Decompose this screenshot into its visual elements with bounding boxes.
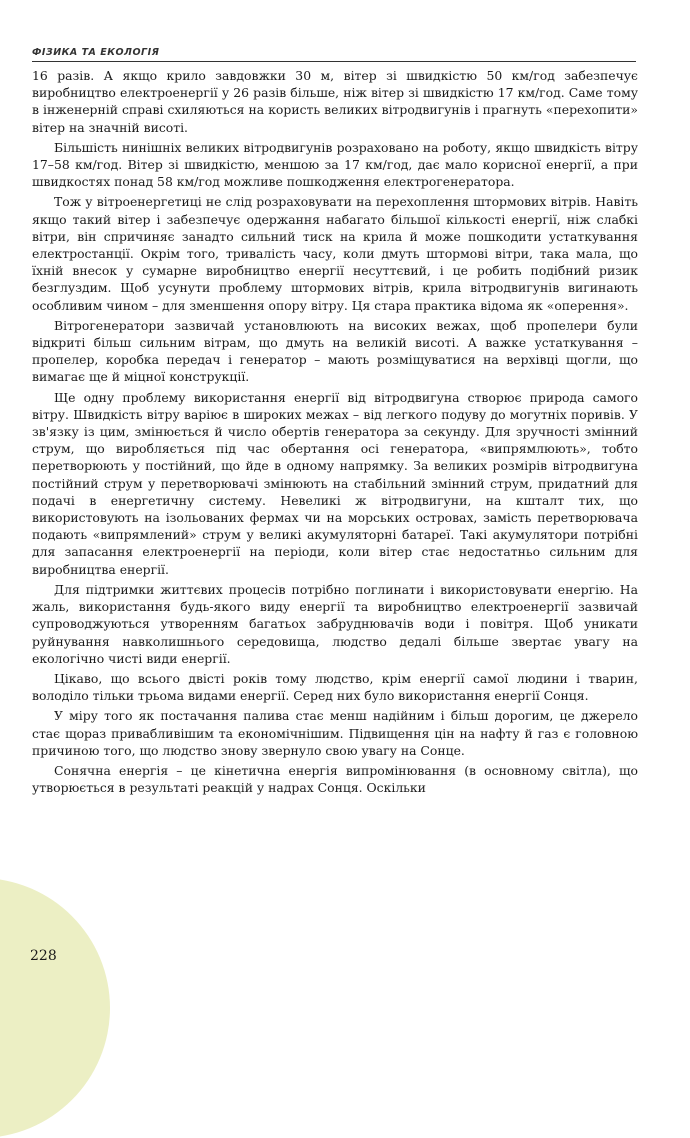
page-body: [32, 67, 638, 799]
corner-decoration: [0, 878, 110, 1138]
paragraph-5: Ще одну проблему використання енергії від вітродвигуна створює природа самого вітру. Швидкість вітру варіює в широких межах – від легкого подуву до могутніх поривів. У зв'язку із цим, змінюється й число обертів генератора за секунду. Для зручності змінний струм, що виробляється під час обертання осі генератора, «випрямлюють», тобто перетворюють у постійний, що йде в одному напрямку. За великих розмірів вітродвигуна постійний струм у перетворювачі змінюють на стабільний змінний струм, придатний для подачі в енергетичну систему. Невеликі ж вітродвигуни, на кшталт тих, що використовують на ізольованих фермах чи на морських островах, замість перетворювача подають «випрямлений» струм у великі акумуляторні батареї. Такі акумулятори потрібні для запасання електроенергії на періоди, коли вітер стає недостатньо сильним для виробництва енергії.: [32, 389, 638, 577]
page-number: 228: [30, 948, 57, 964]
paragraph-9: Сонячна енергія – це кінетична енергія випромінювання (в основному світла), що утворюється в результаті реакцій у надрах Сонця. Оскільки: [32, 762, 638, 796]
header-title: ФІЗИКА ТА ЕКОЛОГІЯ: [32, 47, 160, 58]
running-header: [32, 40, 636, 62]
paragraph-8: У міру того як постачання палива стає менш надійним і більш дорогим, це джерело стає щораз привабливішим та економічнішим. Підвищення цін на нафту й газ є головною причиною того, що людство знову звернуло свою увагу на Сонце.: [32, 708, 638, 758]
paragraph-2: Більшість нинішніх великих вітродвигунів розраховано на роботу, якщо швидкість вітру 17–58 км/год. Вітер зі швидкістю, меншою за 17 км/год, дає мало корисної енергії, а при швидкостях понад 58 км/год можливе пошкодження електрогенератора.: [32, 139, 638, 190]
paragraph-6: Для підтримки життєвих процесів потрібно поглинати і використовувати енергію. На жаль, використання будь-якого виду енергії та виробництво електроенергії зазвичай супроводжуються утворенням багатьох забруднювачів води і повітря. Щоб уникати руйнування навколишнього середовища, людство дедалі більше звертає увагу на екологічно чисті види енергії.: [32, 581, 638, 666]
paragraph-3: Тож у вітроенергетиці не слід розраховувати на перехоплення штормових вітрів. Навіть якщо такий вітер і забезпечує одержання набагато більшої кількості енергії, ніж слабкі вітри, він спричиняє занадто сильний тиск на крила й може пошкодити устаткування електростанції. Окрім того, тривалість часу, коли дмуть штормові вітри, така мала, що їхній внесок у сумарне виробництво енергії несуттєвий, і це робить подібний ризик безглуздим. Щоб усунути проблему штормових вітрів, крила вітродвигунів вигинають особливим чином – для зменшення опору вітру. Ця стара практика відома як «оперення».: [32, 194, 638, 313]
paragraph-1: 16 разів. А якщо крило завдовжки 30 м, вітер зі швидкістю 50 км/год забезпечує виробництво електроенергії у 26 разів більше, ніж вітер зі швидкістю 17 км/год. Саме тому в інженерній справі схиляються на користь великих вітродвигунів і прагнуть «перехопити» вітер на значній висоті.: [32, 68, 638, 135]
paragraph-4: Вітрогенератори зазвичай установлюють на високих вежах, щоб пропелери були відкриті більш сильним вітрам, що дмуть на великій висоті. А важке устаткування – пропелер, коробка передач і генератор – мають розміщуватися на верхівці щогли, що вимагає ще й міцної конструкції.: [32, 317, 638, 385]
paragraph-7: Цікаво, що всього двісті років тому людство, крім енергії самої людини і тварин, володіло тільки трьома видами енергії. Серед них було використання енергії Сонця.: [32, 670, 638, 704]
